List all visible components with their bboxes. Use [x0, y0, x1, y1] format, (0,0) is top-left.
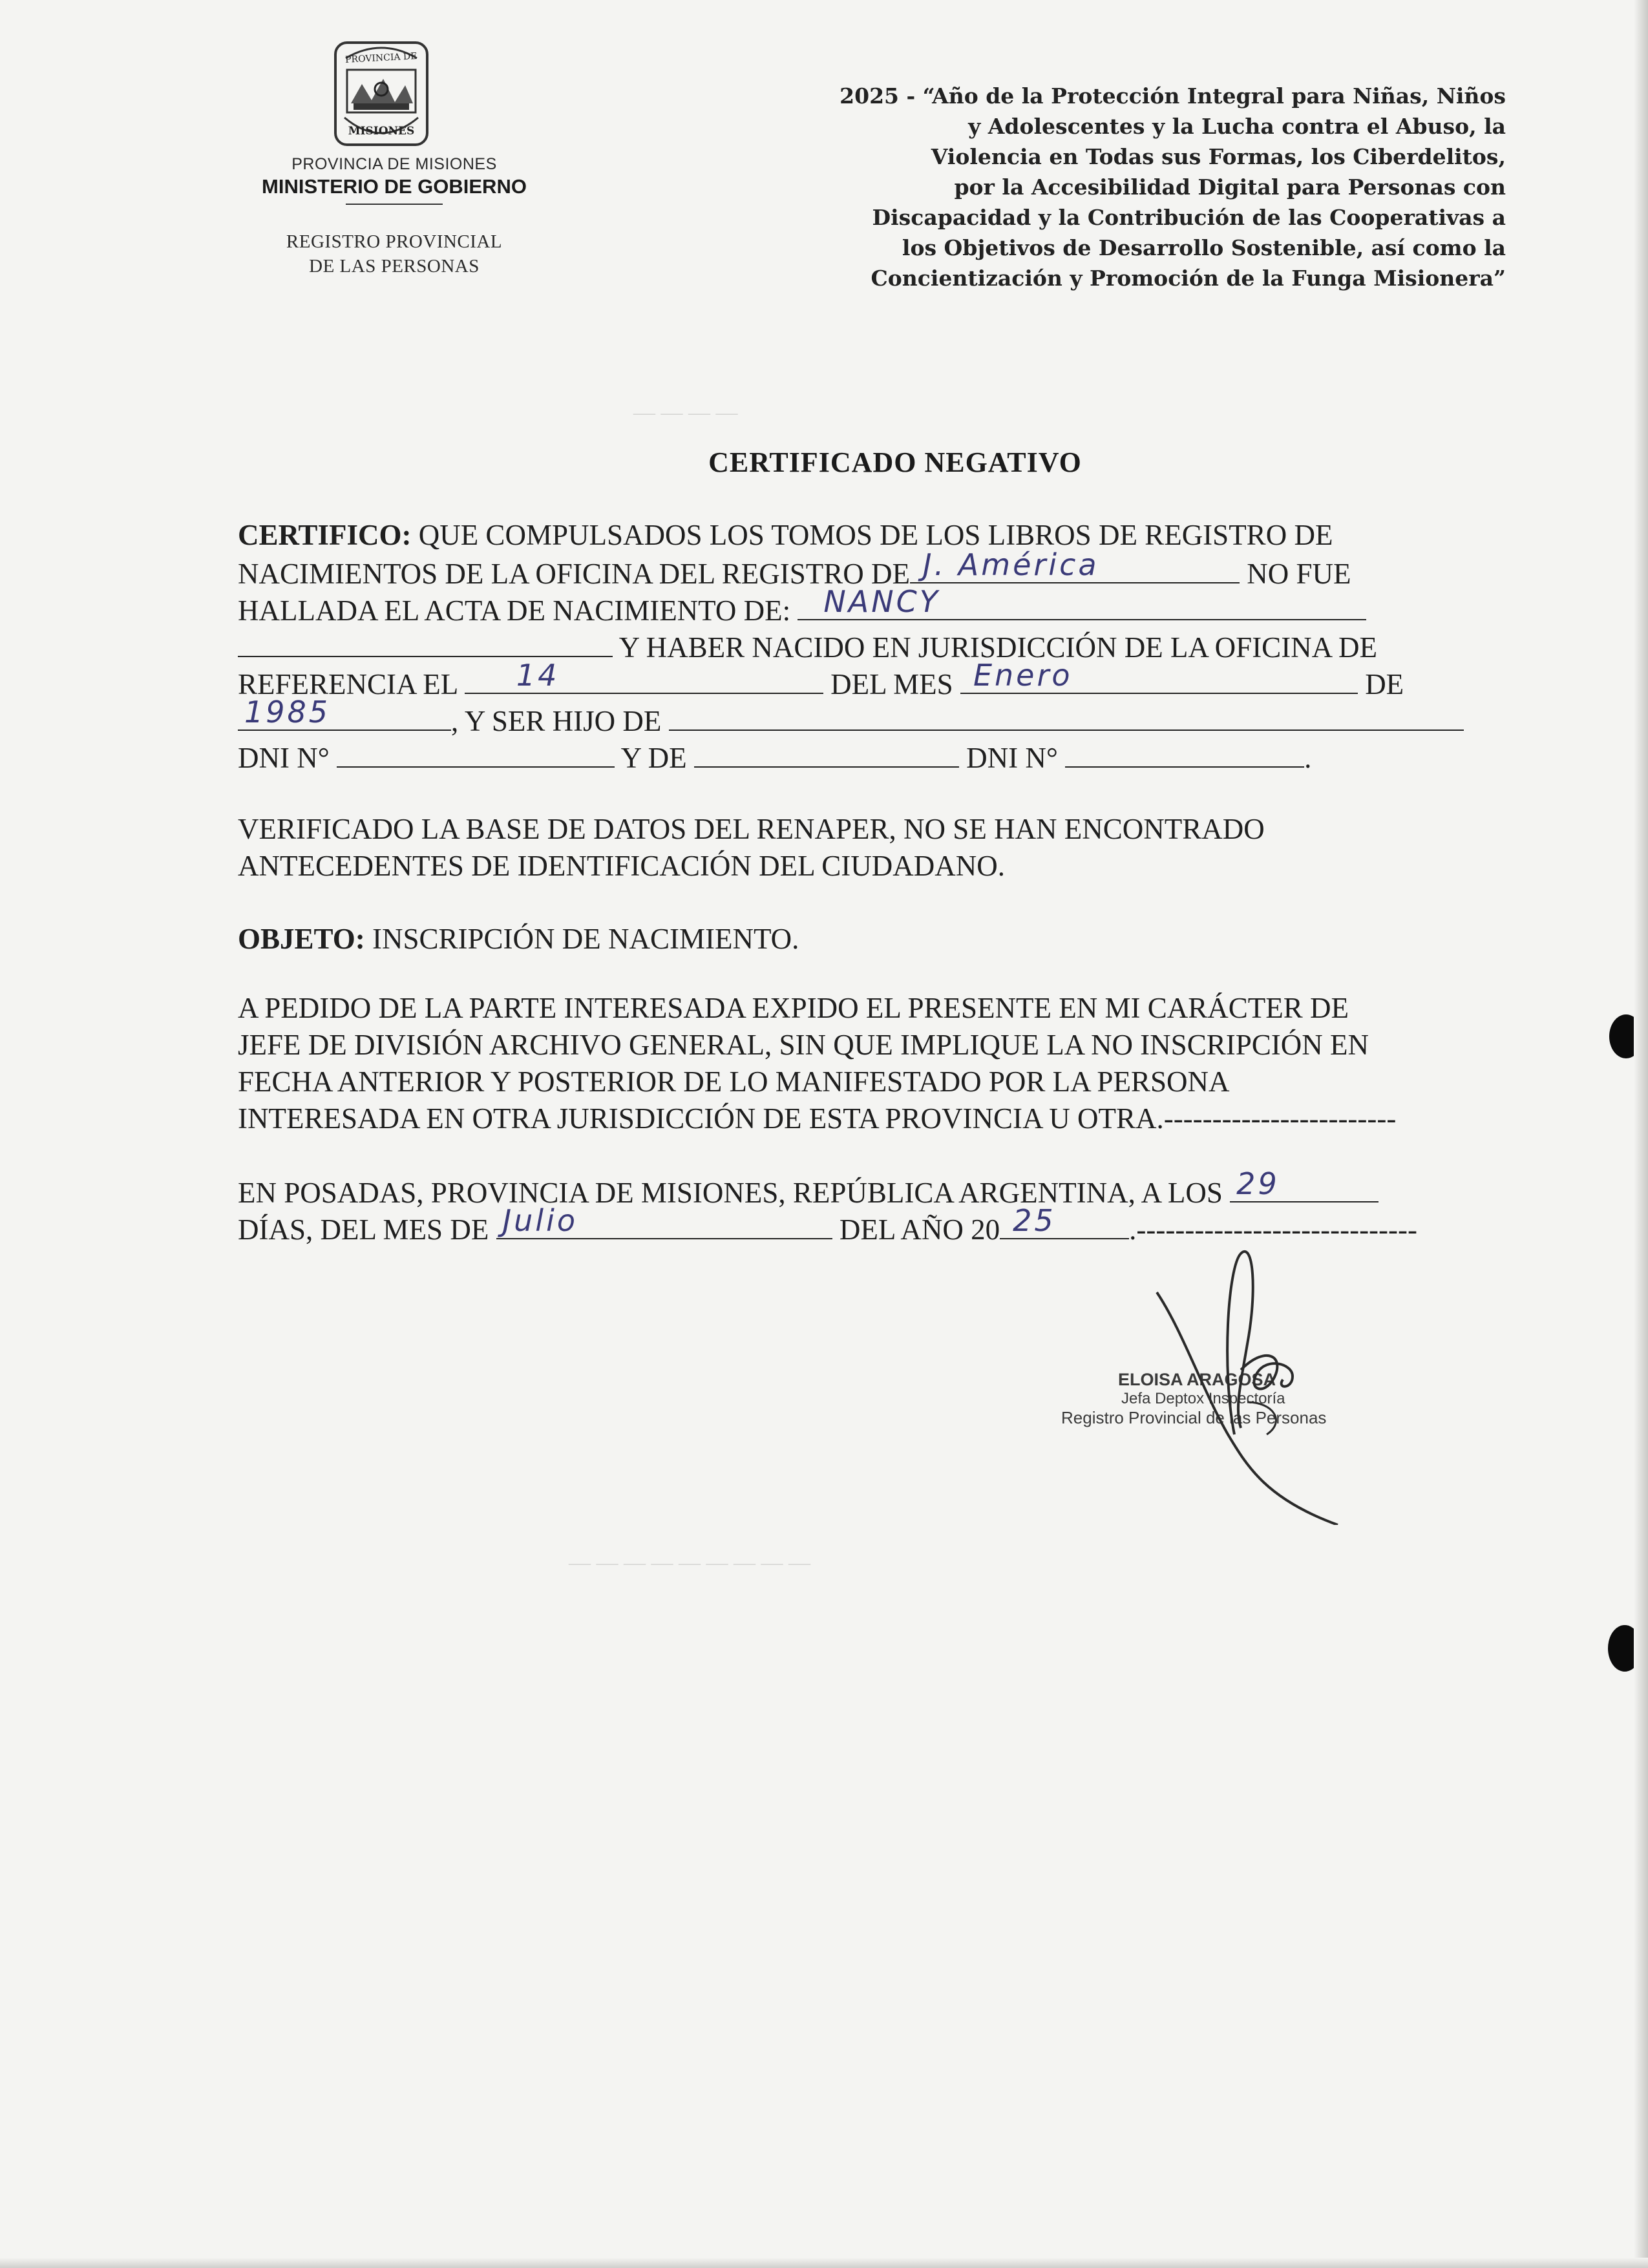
- text-segment: , Y SER HIJO DE: [451, 705, 662, 737]
- objeto-text: INSCRIPCIÓN DE NACIMIENTO.: [372, 923, 799, 955]
- text-segment: DNI N°: [966, 742, 1058, 774]
- dni-field-1: [337, 738, 615, 768]
- handwritten-month: Enero: [973, 658, 1073, 693]
- text-segment: NACIMIENTOS DE LA OFICINA DEL REGISTRO DE: [238, 558, 910, 590]
- header-institution: [220, 155, 569, 278]
- page-edge: [0, 2258, 1648, 2268]
- handwritten-day: 14: [516, 658, 560, 693]
- verificado-line-1: VERIFICADO LA BASE DE DATOS DEL RENAPER, NO SE HAN ENCONTRADO: [238, 813, 1265, 845]
- parent-field: [669, 701, 1464, 731]
- motto-line: Violencia en Todas sus Formas, los Ciberdelitos,: [931, 144, 1506, 169]
- registry-line-2: DE LAS PERSONAS: [309, 256, 480, 277]
- text-segment: DE: [1365, 668, 1404, 700]
- motto-line: 2025 - “Año de la Protección Integral para Niñas, Niños: [840, 83, 1506, 109]
- pedido-line-3: FECHA ANTERIOR Y POSTERIOR DE LO MANIFESTADO POR LA PERSONA: [238, 1066, 1230, 1098]
- verificado-line-2: ANTECEDENTES DE IDENTIFICACIÓN DEL CIUDADANO.: [238, 850, 1005, 882]
- text-segment: NO FUE: [1247, 558, 1351, 590]
- handwritten-issue-day: 29: [1236, 1166, 1280, 1201]
- motto-line: Discapacidad y la Contribución de las Cooperativas a: [872, 205, 1506, 230]
- name-field-continued: [238, 627, 613, 657]
- text-segment: Y HABER NACIDO EN JURISDICCIÓN DE LA OFICINA DE: [618, 631, 1377, 664]
- pedido-line-1: A PEDIDO DE LA PARTE INTERESADA EXPIDO EL PRESENTE EN MI CARÁCTER DE: [238, 992, 1349, 1024]
- year-motto: [653, 81, 1506, 293]
- handwritten-name: NANCY: [823, 584, 940, 619]
- text-segment: HALLADA EL ACTA DE NACIMIENTO DE:: [238, 594, 791, 627]
- motto-line: y Adolescentes y la Lucha contra el Abuso, la: [968, 114, 1506, 139]
- certifico-line-5: [238, 658, 1404, 703]
- pedido-line-2: JEFE DE DIVISIÓN ARCHIVO GENERAL, SIN QUE IMPLIQUE LA NO INSCRIPCIÓN EN: [238, 1029, 1369, 1061]
- issue-year-field: [1000, 1203, 1129, 1239]
- bleed-through-mark: — — — — — — — — —: [569, 1551, 810, 1575]
- month-field: [960, 658, 1358, 694]
- text-segment: EN POSADAS, PROVINCIA DE MISIONES, REPÚBLICA ARGENTINA, A LOS: [238, 1177, 1223, 1209]
- motto-line: por la Accesibilidad Digital para Personas con: [954, 174, 1506, 200]
- text-segment: REFERENCIA EL: [238, 668, 458, 700]
- svg-text:MISIONES: MISIONES: [348, 125, 415, 138]
- certifico-line-3: [238, 584, 1366, 629]
- registry-name: [220, 229, 569, 278]
- handwritten-office: J. América: [923, 547, 1099, 582]
- day-field: [465, 658, 823, 694]
- closing-line-1: [238, 1166, 1379, 1212]
- svg-text:PROVINCIA DE: PROVINCIA DE: [344, 51, 417, 65]
- stamp-role: Jefa Deptox Inspectoría: [1121, 1390, 1285, 1407]
- province-name: PROVINCIA DE MISIONES: [291, 155, 497, 173]
- issue-month-field: [496, 1203, 832, 1239]
- motto-line: los Objetivos de Desarrollo Sostenible, así como la: [902, 235, 1506, 260]
- certifico-line-4: [238, 627, 1377, 666]
- text-segment: DNI N°: [238, 742, 330, 774]
- objeto-line: [238, 921, 799, 958]
- text-segment: DEL MES: [830, 668, 953, 700]
- divider: [346, 204, 443, 205]
- issue-day-field: [1230, 1166, 1379, 1202]
- certifico-line-7: [238, 738, 1311, 777]
- text-segment: Y DE: [620, 742, 687, 774]
- ministry-name: MINISTERIO DE GOBIERNO: [262, 175, 527, 198]
- text-segment: DEL AÑO 20: [839, 1213, 1000, 1246]
- handwritten-issue-month: Julio: [502, 1203, 578, 1238]
- handwritten-year: 1985: [244, 695, 331, 730]
- stamp-name: ELOISA ARAGOSA: [1118, 1370, 1276, 1389]
- text-segment: .-----------------------------: [1129, 1213, 1417, 1246]
- office-field: [910, 547, 1240, 583]
- certifico-line-1: [238, 517, 1333, 554]
- certifico-line-6: [238, 695, 1464, 740]
- document-title: CERTIFICADO NEGATIVO: [708, 446, 1082, 478]
- motto-line: Concientización y Promoción de la Funga Misionera”: [871, 266, 1506, 291]
- year-field: [238, 695, 451, 731]
- text-segment: DÍAS, DEL MES DE: [238, 1213, 489, 1246]
- handwritten-issue-year: 25: [1013, 1203, 1056, 1238]
- certifico-line-2: [238, 547, 1351, 593]
- page-edge: [1634, 0, 1648, 2268]
- signature-icon: [1144, 1241, 1351, 1525]
- name-field: [798, 584, 1366, 620]
- text-segment: .: [1304, 742, 1312, 774]
- registry-line-1: REGISTRO PROVINCIAL: [286, 231, 503, 252]
- pedido-line-4: INTERESADA EN OTRA JURISDICCIÓN DE ESTA PROVINCIA U OTRA.------------------------: [238, 1102, 1397, 1135]
- bleed-through-mark: — — — —: [633, 401, 738, 425]
- provincial-seal-icon: [333, 39, 430, 149]
- certifico-text: QUE COMPULSADOS LOS TOMOS DE LOS LIBROS DE REGISTRO DE: [418, 519, 1333, 551]
- parent-field-2: [694, 738, 959, 768]
- stamp-office: Registro Provincial de las Personas: [1061, 1408, 1327, 1427]
- certifico-label: CERTIFICO:: [238, 519, 412, 551]
- dni-field-2: [1065, 738, 1304, 768]
- objeto-label: OBJETO:: [238, 923, 365, 955]
